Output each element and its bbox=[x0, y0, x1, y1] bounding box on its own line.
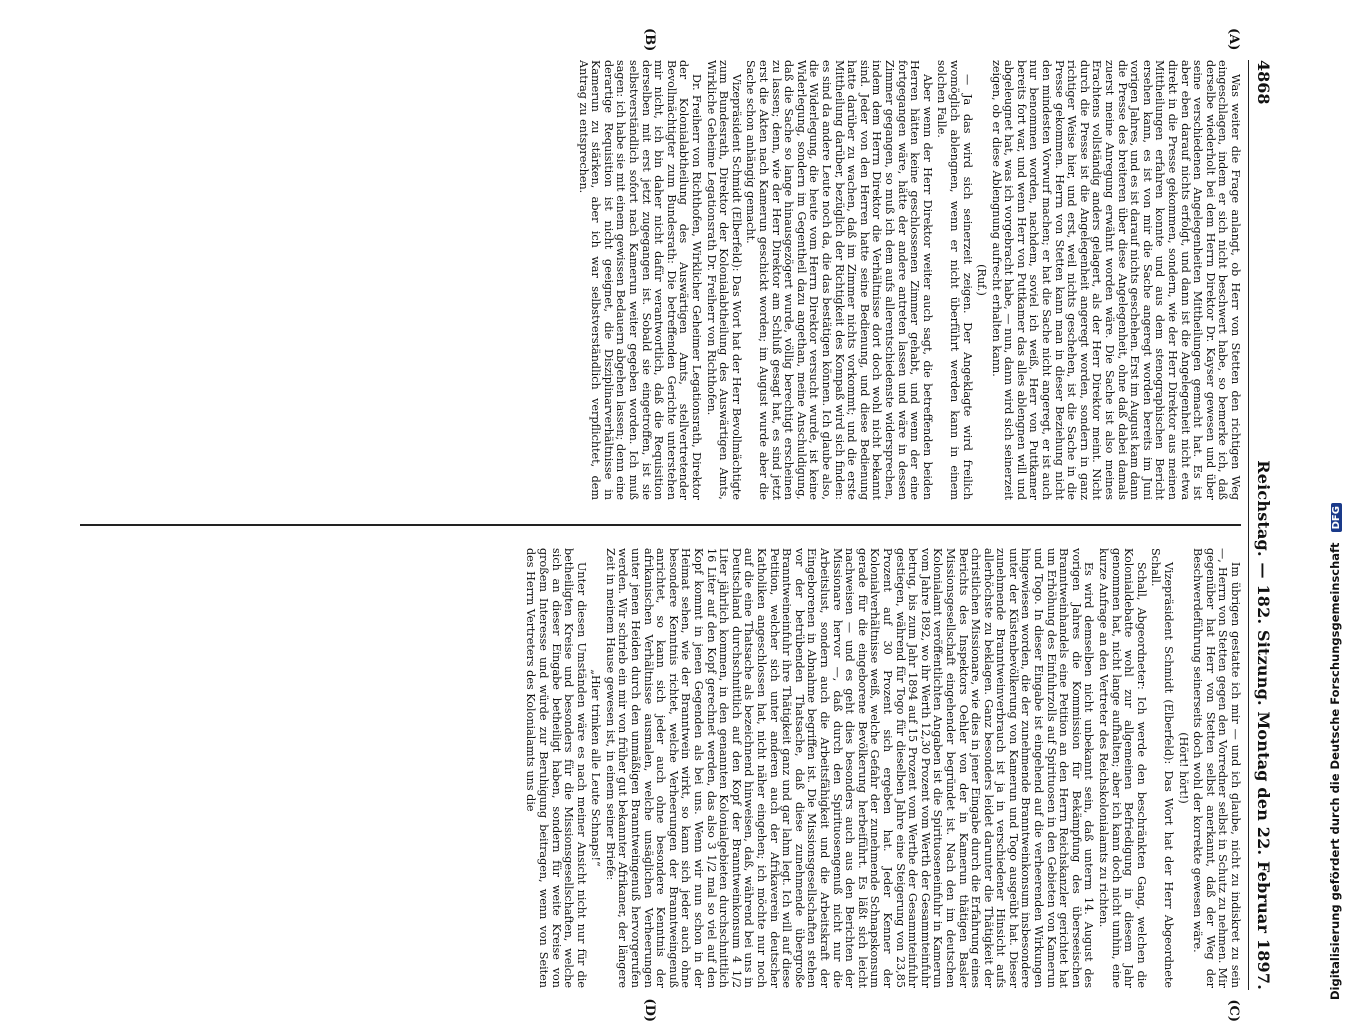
paragraph: Aber wenn der Herr Direktor weiter auch sagt, die betreffenden beiden Herren hätten keine geschlossenen Zimmer gehabt, und wenn der eine fortgegangen wäre, hätte der andere antreten lassen und wäre in dessen Zimmer gegangen, so muß ich dem aufs allerentschiedenste widersprechen, indem dem Herrn Direktor die Verhältnisse dort doch wohl nicht bekannt sind. Jeder von den Herren hatte seine Bedienung, und diese Bedienung hatte darüber zu wachen, daß im Zimmer nichts vorkommt; und die erste Mittheilung darüber, bezüglich der Richtigkeit des Kompaß wird sich finden: es sind da andere Leute noch da, die das bestätigen können. Ich glaube also, die Widerlegung, die heute vom Herrn Direktor versucht wurde, ist keine Widerlegung, sondern im Gegentheil dazu angethan, meine Anschuldigung, daß die Sache so lange hinausgezögert wurde, völlig berechtigt erscheinen zu lassen; denn, wie der Herr Direktor am Schluß gesagt hat, es sind jetzt erst die Akten nach Kamerun geschickt worden; im August wurde aber die Sache schon anhängig gemacht. bbox=[744, 60, 934, 500]
speaker-paragraph: Vizepräsident Schmidt (Elberfeld): Das Wort hat der Herr Abgeordnete Schall. bbox=[1149, 548, 1176, 988]
paragraph: Es wird demselben nicht unbekannt sein, daß unterm 14. August des vorigen Jahres die Kommission für Bekämpfung des überseeischen Branntweinhandels eine Petition an den Herrn Reichskanzler gerichtet hat um Erhöhung des Einfuhrzolls auf Spirituosen in den Gebieten von Kamerun und Togo. In dieser Eingabe ist eingehend auf die verheerenden Wirkungen hingewiesen worden, die der zunehmende Branntweinkonsum insbesondere unter der Küstenbevölkerung von Kamerun und Togo ausgeübt hat. Dieser zunehmende Branntweinverbrauch ist ja in verschiedener Hinsicht aufs allerhöchste zu beklagen. Ganz besonders leidet darunter die Thätigkeit der christlichen Missionare, wie dies in jener Eingabe durch die Erfahrung eines Berichts des Inspektors Oehler von der in Kamerun thätigen Basler Missionsgesellschaft eingehender begründet ist. Nach den im deutschen Kolonialamt veröffentlichten Angaben ist die Spirituoseneinfuhr in Kamerun vom Jahre 1892, wo ihr Werth 12,30 Prozent vom Werth der Gesammteinfuhr betrug, bis zum Jahr 1894 auf 15 Prozent vom Werthe der Gesammteinfuhr gestiegen, während für Togo für dieselben Jahre eine Steigerung von 23,85 Prozent auf 30 Prozent sich ergeben hat. Jeder Kenner der Kolonialverhältnisse weiß, welche Gefahr der zunehmende Schnapskonsum gerade für die eingeborene Bevölkerung herbeiführt. Es läßt sich leicht nachweisen — und es geht dies besonders auch aus den Berichten der Missionare hervor —, daß durch den Spirituosengenuß nicht nur die Arbeitslust, sondern auch die Arbeitsfähigkeit und die Arbeitskraft der Eingeborenen in Abnahme begriffen ist. Die Missionsgesellschaften stehen vor der betrübenden Thatsache, daß diese zunehmende übergroße Branntweineinfuhr ihre Thätigkeit ganz und gar lahm legt. Ich will auf diese Petition, welcher sich unter anderen auch der Afrikaverein deutscher Katholiken angeschlossen hat, nicht näher eingehen; ich möchte nur noch auf die eine Thatsache als bezeichnend hinweisen, daß, während bei uns in Deutschland durchschnittlich auf den Kopf der Branntweinkonsum 4 1/2 Liter jährlich kommen, in den genannten Kolonialgebieten durchschnittlich 16 Liter auf den Kopf gerechnet werden, das also 3 1/2 mal so viel auf den Kopf kommt in jenen Gegenden als bei uns. Wenn wir nun schon in der Heimat sehen, wie der Branntwein wirkt, so kann sich jeder auch ohne besondere Kenntnis richtet, welche Verheerungen der Branntweingenuß anrichtet, so kann sich jeder auch ohne besondere Kenntnis der afrikanischen Verhältnisse ausmalen, welche unsäglichen Verheerungen unter jenen Heiden durch den unmäßigen Branntweingenuß hervorgerufen werden. Wir schrieb ein mir von früher gut bekannter Afrikaner, der längere Zeit in meinem Hause gewesen ist, in einem seiner Briefe: bbox=[603, 548, 1096, 988]
interjection: (Hört! hört!) bbox=[1176, 732, 1190, 804]
interjection: (Ruf.) bbox=[975, 264, 989, 296]
paragraph: — Ja das wird sich seinerzeit zeigen. Der Angeklagte wird freilich womöglich ablengnen, wenn er nicht überführt werden kann in einem solchen Falle. bbox=[935, 60, 974, 500]
margin-marker-d: (D) bbox=[642, 998, 657, 1022]
speaker-paragraph: Schall, Abgeordneter: Ich werde den beschränkten Gang, welchen die Kolonialdebatte wohl zur allgemeinen Befriedigung in diesem Jahr genommen hat, nicht lange aufhalten; aber ich kann doch nicht umhin, eine kurze Anfrage an den Vertreter des Reichskolonialamts zu richten. bbox=[1097, 548, 1148, 988]
paragraph: Unter diesen Umständen wäre es nach meiner Ansicht nicht nur für die betheiligten Kreise und besonders für die Missionsgesellschaften, welche sich an dieser Eingabe betheiligt haben, sondern für weite Kreise von großem Interesse und würde zur Beruhigung beitragen, wenn von Seiten des Herrn Vertreters des Kolonialamts uns die bbox=[524, 548, 588, 988]
rotated-newspaper-page bbox=[80, 28, 1275, 1022]
page-number: 4868 bbox=[1254, 60, 1273, 105]
left-column bbox=[80, 60, 1241, 500]
digitization-credit-text: Digitalisierung gefördert durch die Deutsche Forschungsgemeinschaft bbox=[1328, 542, 1342, 1000]
speaker-paragraph: Dr. Freiherr von Richthofen, Wirklicher Geheimer Legationsrath, Direktor der Kolonialabtheilung des Auswärtigen Amts, stellvertretender Bevollmächtigter zum Bundesrath: Die betreffenden Gerichte unterstehen mir nicht, ich bin daher nicht dafür verantwortlich, daß die Requisition derselben mit erst jetzt zugegangen ist. Sobald sie eingetroffen, ist sie selbstverständlich sofort nach Kamerun weiter gegeben worden. Ich muß sagen: ich habe sie mit einem gewissen Bedauern abgehen lassen; denn eine derartige Requisition ist nicht geeignet, die Disziplinarverhältnisse in Kamerun zu stärken, aber ich war selbstverständlich verpflichtet, dem Antrag zu entsprechen. bbox=[576, 60, 704, 500]
margin-marker-c: (C) bbox=[1226, 999, 1241, 1022]
paragraph: Was weiter die Frage anlangt, ob Herr von Stetten den richtigen Weg eingeschlagen, indem er sich nicht beschwert habe, so bemerke ich, daß derselbe wiederholt bei dem Herrn Direktor Dr. Kayser gewesen und über seine verschiedenen Angelegenheiten Mittheilungen gemacht hat. Es ist aber eben darauf nichts erfolgt, und dann ist die Angelegenheit nicht etwa direkt in die Presse gekommen, sondern, wie der Herr Direktor aus meinen Mittheilungen erfahren konnte und aus dem stenographischen Bericht ersehen kann, es ist von mir die Sache angeregt worden bereits im Juni vorigen Jahres, und es ist darauf nichts geschehen. Erst im August kam dann die Presse des breiteren über diese Angelegenheit, ohne daß dabei damals zuerst meine Anregung erwähnt worden wäre. Die Sache ist also meines Erachtens vollständig anders gelagert, als der Herr Direktor meint. Nicht durch die Presse ist die Angelegenheit angeregt worden, sondern in ganz richtiger Weise hier, und erst, weil nichts geschehen, ist die Sache in die Presse gekommen. Herrn von Stetten kann man in dieser Beziehung nicht den mindesten Vorwurf machen; er hat die Sache nicht angeregt, er ist auch nur benommen worden, nachdem, soviel ich weiß, Herr von Puttkamer bereits fort war, und wenn Herr von Puttkamer das alles ablengnen will und abgeleugnet hat, was ich vorgebracht habe, — nun, dann wird sich seinerzeit zeigen, ob er diese Ablengnung aufrecht erhalten kann. bbox=[989, 60, 1242, 500]
margin-marker-b: (B) bbox=[642, 28, 657, 52]
margin-marker-a: (A) bbox=[1226, 28, 1241, 51]
dfg-logo: DFG bbox=[1331, 503, 1342, 532]
right-column bbox=[80, 548, 1241, 988]
column-divider bbox=[80, 524, 1241, 526]
page-title: Reichstag. — 182. Sitzung. Montag den 22. Februar 1897. bbox=[1254, 460, 1273, 990]
paragraph: Im übrigen gestatte ich mir — und ich glaube, nicht zu indiskret zu sein —, Herrn von Stetten gegen den Vorredner selbst in Schutz zu nehmen. Mir gegenüber hat Herr von Stetten selbst anerkannt, daß der Weg der Beschwerdeführung seinerseits doch wohl der korrekte gewesen wäre. bbox=[1191, 548, 1242, 988]
speaker-paragraph: Vizepräsident Schmidt (Elberfeld): Das Wort hat der Herr Bevollmächtigte zum Bundesrath, Direktor der Kolonialabtheilung des Auswärtigen Amts, Wirkliche Geheime Legationsrath Dr. Freiherr von Richthofen. bbox=[704, 60, 743, 500]
digitization-credit bbox=[1328, 10, 1342, 1000]
page-header bbox=[1248, 60, 1275, 990]
quotation: „Hier trinken alle Leute Schnaps!“ bbox=[589, 669, 603, 867]
